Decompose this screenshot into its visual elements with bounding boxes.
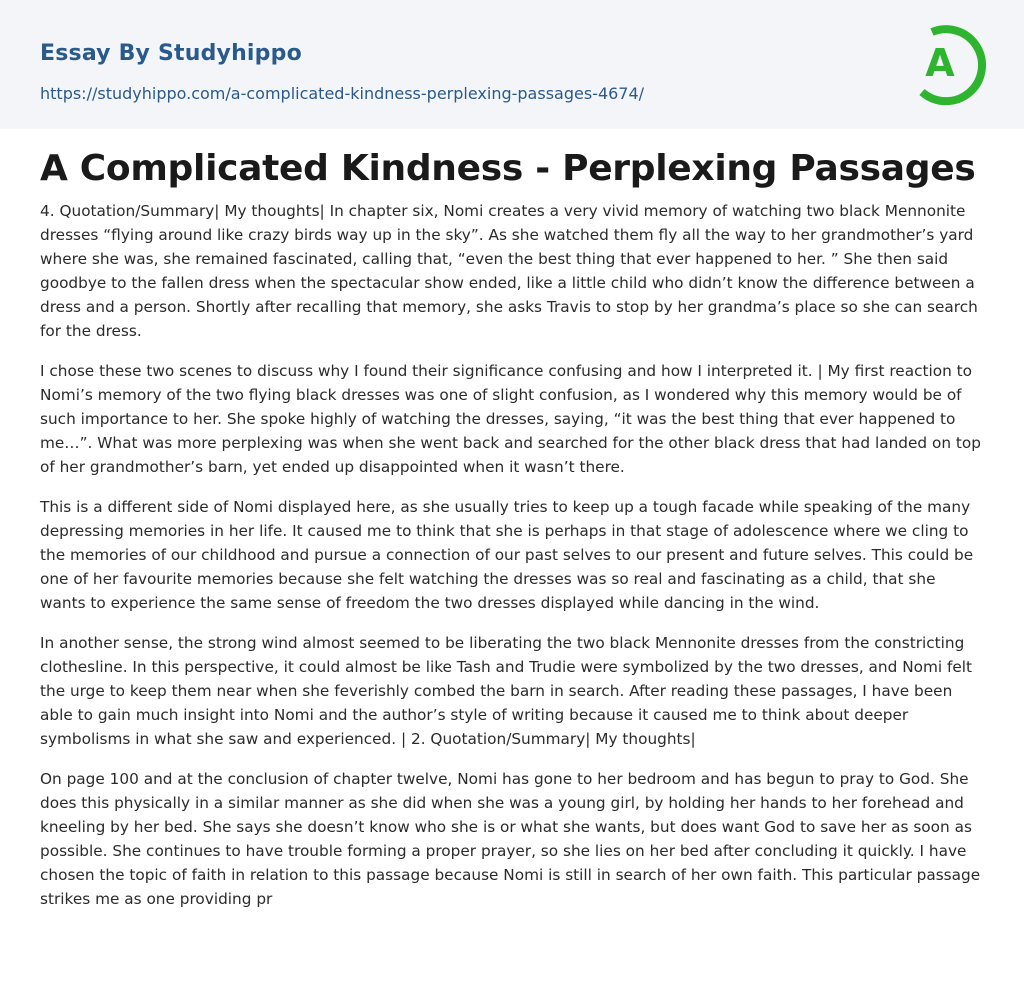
paragraph: This is a different side of Nomi displayed here, as she usually tries to keep up a tough facade while speaking of the many depressing memories in her life. It caused me to think that she is perhaps in that stage of adolescence where we cling to the memories of our childhood and pursue a connection of our past selves to our present and future selves. This could be one of her favourite memories because she felt watching the dresses was so real and fascinating as a child, that she wants to experience the same sense of freedom the two dresses displayed while dancing in the wind.: [40, 498, 974, 612]
paragraph: 4. Quotation/Summary| My thoughts| In chapter six, Nomi creates a very vivid memory of watching two black Mennonite dresses “flying around like crazy birds way up in the sky”. As she watched them fly all the way to her grandmother’s yard where she was, she remained fascinated, calling that, “even the best thing that ever happened to her. ” She then said goodbye to the fallen dress when the spectacular show ended, like a little child who didn’t know the difference between a dress and a person. Shortly after recalling that memory, she asks Travis to stop by her grandma’s place so she can search for the dress.: [40, 202, 978, 340]
article-content: [0, 129, 1024, 911]
paragraph: In another sense, the strong wind almost seemed to be liberating the two black Mennonite dresses from the constricting clothesline. In this perspective, it could almost be like Tash and Trudie were symbolized by the two dresses, and Nomi felt the urge to keep them near when she feverishly combed the barn in search. After reading these passages, I have been able to gain much insight into Nomi and the author’s style of writing because it caused me to think about deeper symbolisms in what she saw and experienced. | 2. Quotation/Summary| My thoughts|: [40, 634, 973, 748]
site-header: [0, 0, 1024, 129]
site-brand-link[interactable]: Essay By Studyhippo: [40, 41, 302, 66]
paragraph: On page 100 and at the conclusion of chapter twelve, Nomi has gone to her bedroom and has begun to pray to God. She does this physically in a similar manner as she did when she was a young girl, by holding her hands to her forehead and kneeling by her bed. She says she doesn’t know who she is or what she wants, but does want God to save her as soon as possible. She continues to have trouble forming a proper prayer, so she lies on her bed after concluding it quickly. I have chosen the topic of faith in relation to this passage because Nomi is still in search of her own faith. This particular passage strikes me as one providing pr: [40, 770, 981, 908]
article-title: A Complicated Kindness - Perplexing Passages: [40, 148, 976, 189]
paragraph: I chose these two scenes to discuss why I found their significance confusing and how I interpreted it. | My first reaction to Nomi’s memory of the two flying black dresses was one of slight confusion, as I wondered why this memory would be of such importance to her. She spoke highly of watching the dresses, saying, “it was the best thing that ever happened to me…”. What was more perplexing was when she went back and searched for the other black dress that had landed on top of her grandmother’s barn, yet ended up disappointed when it wasn’t there.: [40, 362, 981, 476]
essay-url-link[interactable]: https://studyhippo.com/a-complicated-kindness-perplexing-passages-4674/: [40, 84, 645, 103]
logo-letter: A: [925, 41, 955, 85]
studyhippo-logo-icon[interactable]: [908, 18, 988, 106]
